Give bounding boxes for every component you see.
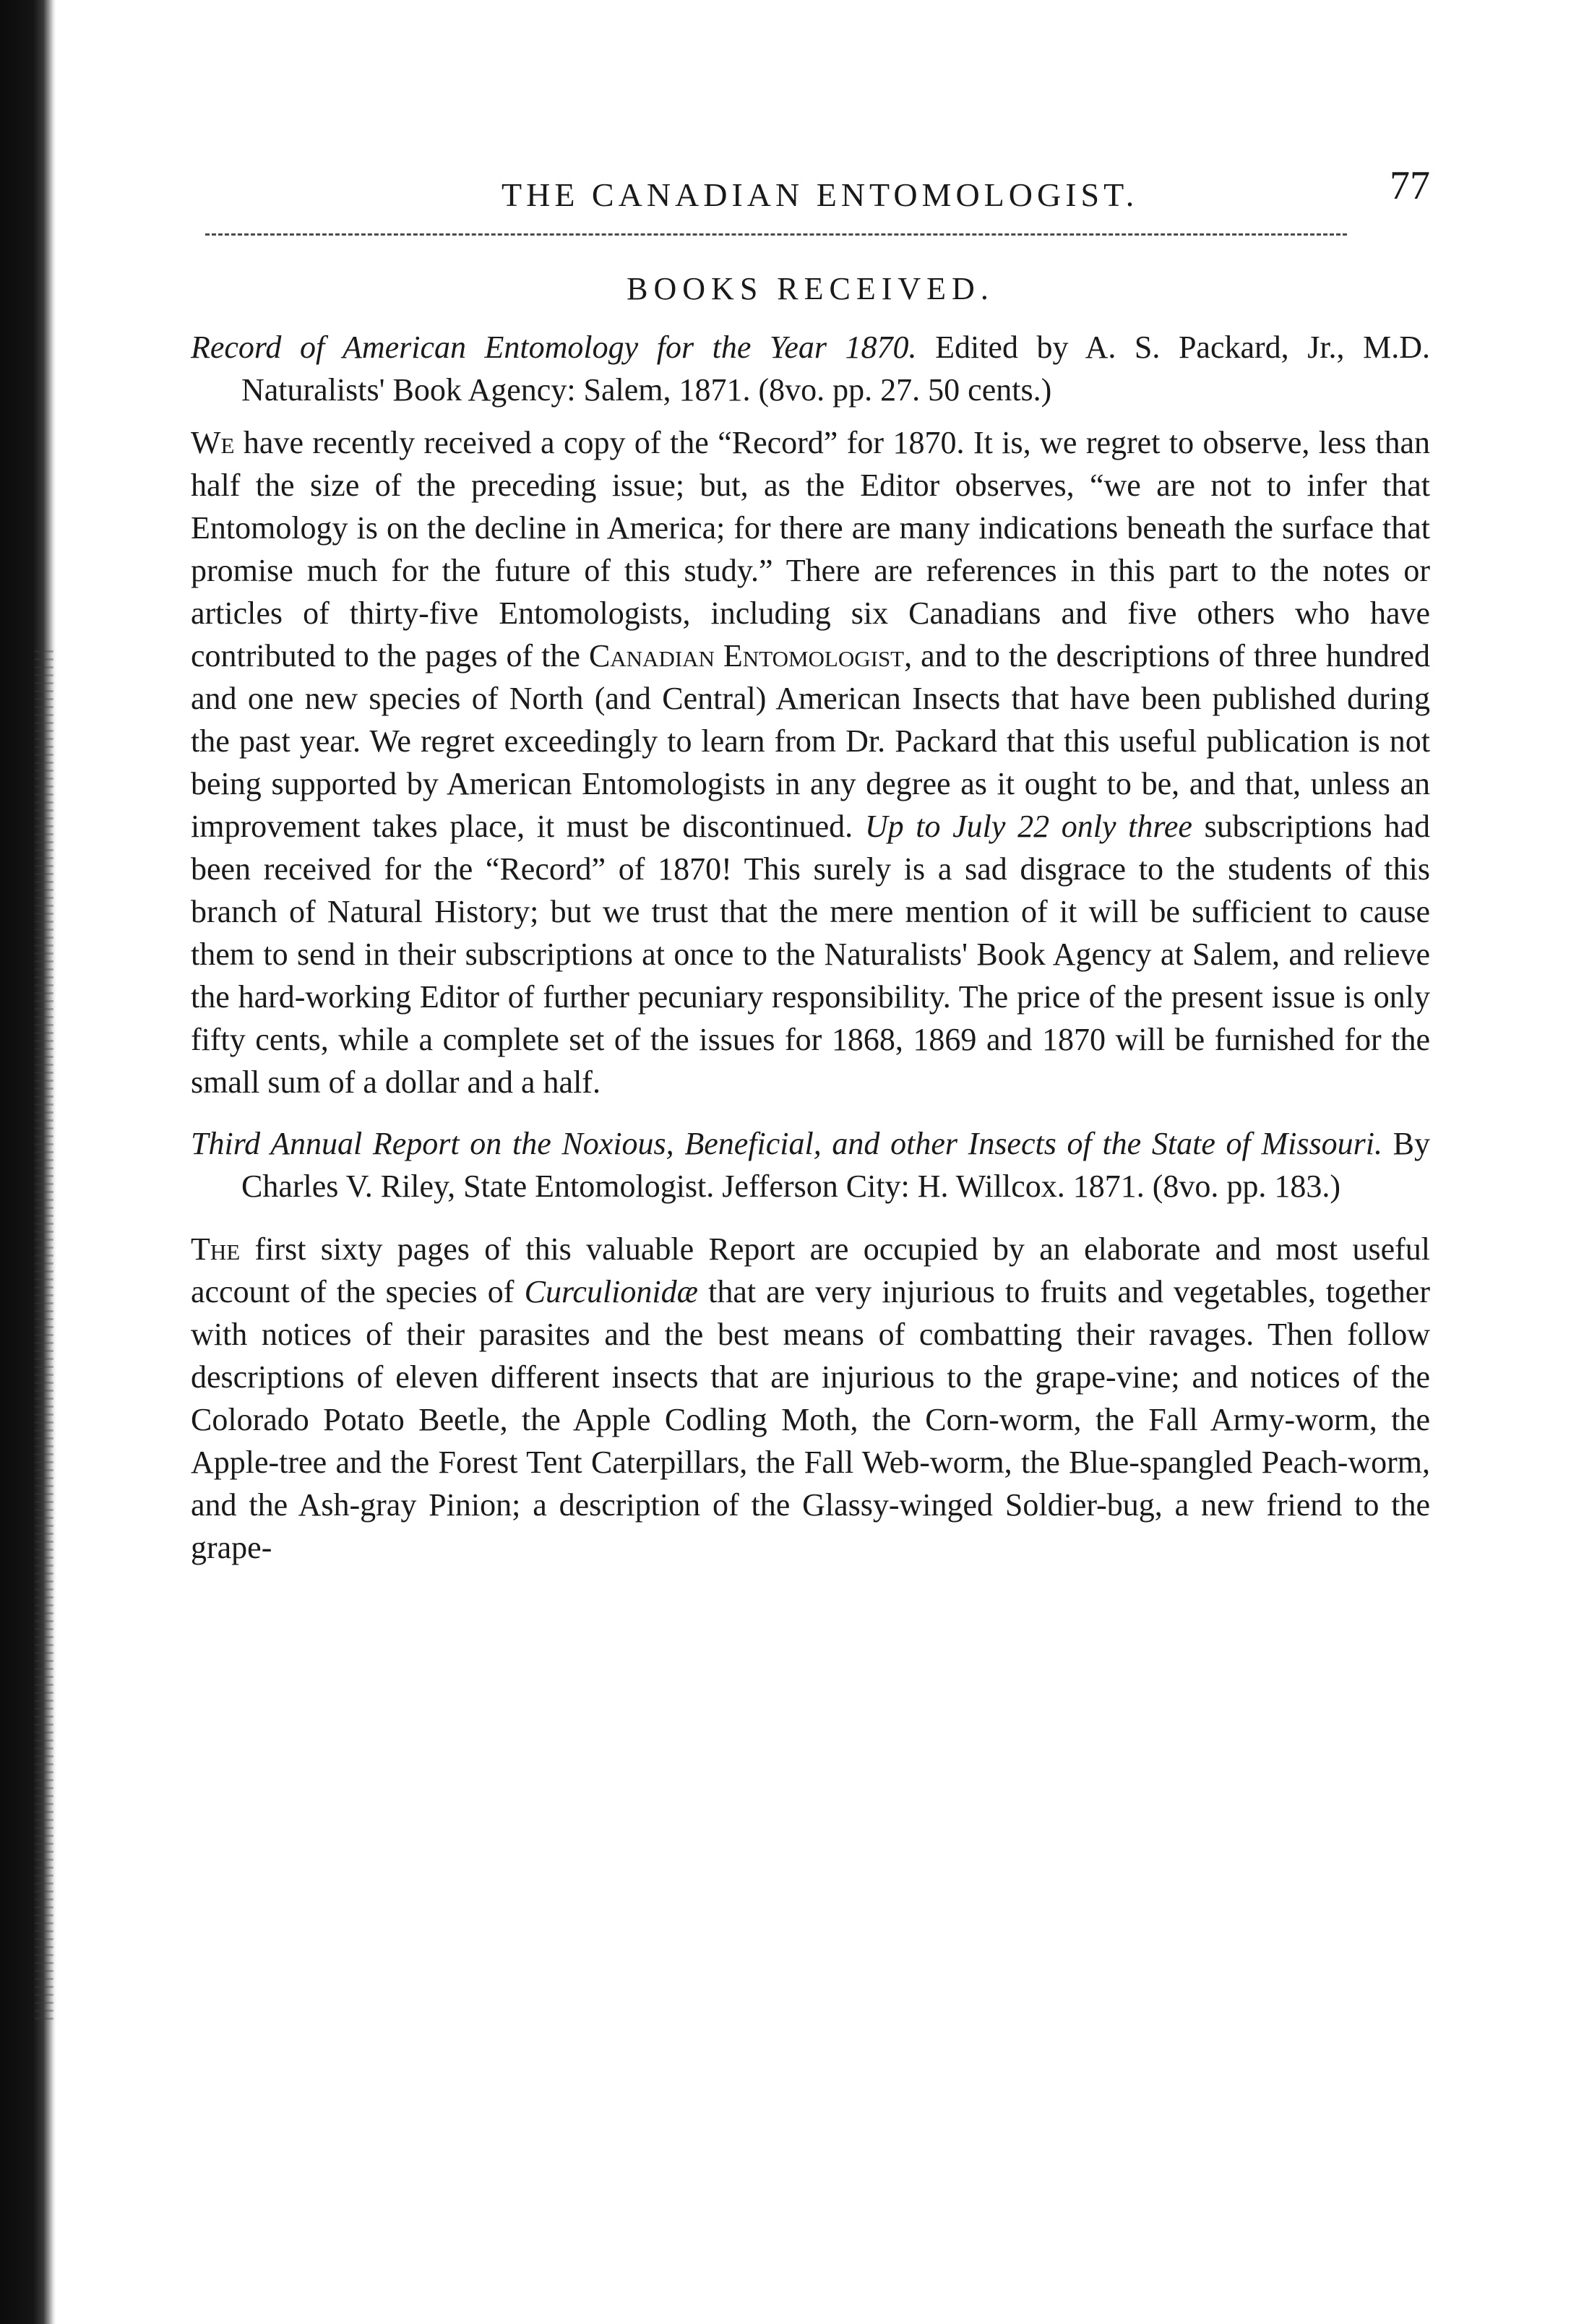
review-2-title: Third Annual Report on the Noxious, Beneficial, and other Insects of the State of Missouri.	[191, 1126, 1382, 1161]
review-1-text-part3: subscriptions had been received for the “Record” of 1870! This surely is a sad disgrace to the students of this branch of Natural History; but we trust that the mere mention of it will be sufficient to cause them to send in their subscriptions at once to the Naturalists' Book Agency at Salem, and relieve the hard-working Editor of further pecuniary responsibility. The price of the present issue is only fifty cents, while a complete set of the issues for 1868, 1869 and 1870 will be furnished for the small sum of a dollar and a half.	[191, 809, 1430, 1100]
review-1-text-part2: , and to the descriptions of three hundred and one new species of North (and Central) American Insects that have been published during the past year. We regret exceedingly to learn from Dr. Packard that this useful publication is not being supported by American Entomologists in any degree as it ought to be, and that, unless an improvement takes place, it must be discontinued.	[191, 638, 1431, 844]
review-2-text-part1: first sixty pages of this valuable Report are occupied by an elaborate and most useful account of the species of	[191, 1231, 1430, 1309]
review-2-text-part2: that are very injurious to fruits and vegetables, together with notices of their parasites and the best means of combatting their ravages. Then follow descriptions of eleven different insects that are injurious to the grape-vine; and notices of the Colorado Potato Beetle, the Apple Codling Moth, the Corn-worm, the Fall Army-worm, the Apple-tree and the Forest Tent Caterpillars, the Fall Web-worm, the Blue-spangled Peach-worm, and the Ash-gray Pinion; a description of the Glassy-winged Soldier-bug, a new friend to the grape-	[191, 1274, 1430, 1565]
review-2-citation	[191, 1122, 1430, 1208]
review-1-lead: We	[191, 425, 235, 460]
page-number: 77	[1390, 163, 1430, 208]
review-1-emphasis: Up to July 22 only three	[864, 809, 1192, 844]
review-2-body	[191, 1228, 1430, 1569]
running-title: THE CANADIAN ENTOMOLOGIST.	[502, 176, 1139, 213]
page-header	[191, 163, 1430, 220]
binding-speckles	[35, 650, 53, 2023]
review-2-family-name: Curculionidæ	[524, 1274, 698, 1309]
review-1-citation	[191, 326, 1430, 411]
document-page	[191, 163, 1430, 1569]
review-1-details: Edited by A. S. Packard, Jr., M.D. Naturalists' Book Agency: Salem, 1871. (8vo. pp. 27. 50 cents.)	[241, 330, 1430, 408]
review-1-text-part1: have recently received a copy of the “Record” for 1870. It is, we regret to observe, less than half the size of the preceding issue; but, as the Editor observes, “we are not to infer that Entomology is on the decline in America; for there are many indications beneath the surface that promise much for the future of this study.” There are references in this part to the notes or articles of thirty-five Entomologists, including six Canadians and five others who have contributed to the pages of the	[191, 425, 1430, 673]
review-1-body	[191, 421, 1430, 1103]
section-heading: BOOKS RECEIVED.	[627, 271, 994, 306]
review-2-lead: The	[191, 1231, 241, 1267]
review-2-details: By Charles V. Riley, State Entomologist. Jefferson City: H. Willcox. 1871. (8vo. pp. 183.)	[241, 1126, 1431, 1204]
header-rule	[205, 233, 1347, 236]
review-1-journal-name: Canadian Entomologist	[588, 638, 905, 673]
review-1-title: Record of American Entomology for the Year 1870.	[191, 330, 917, 365]
